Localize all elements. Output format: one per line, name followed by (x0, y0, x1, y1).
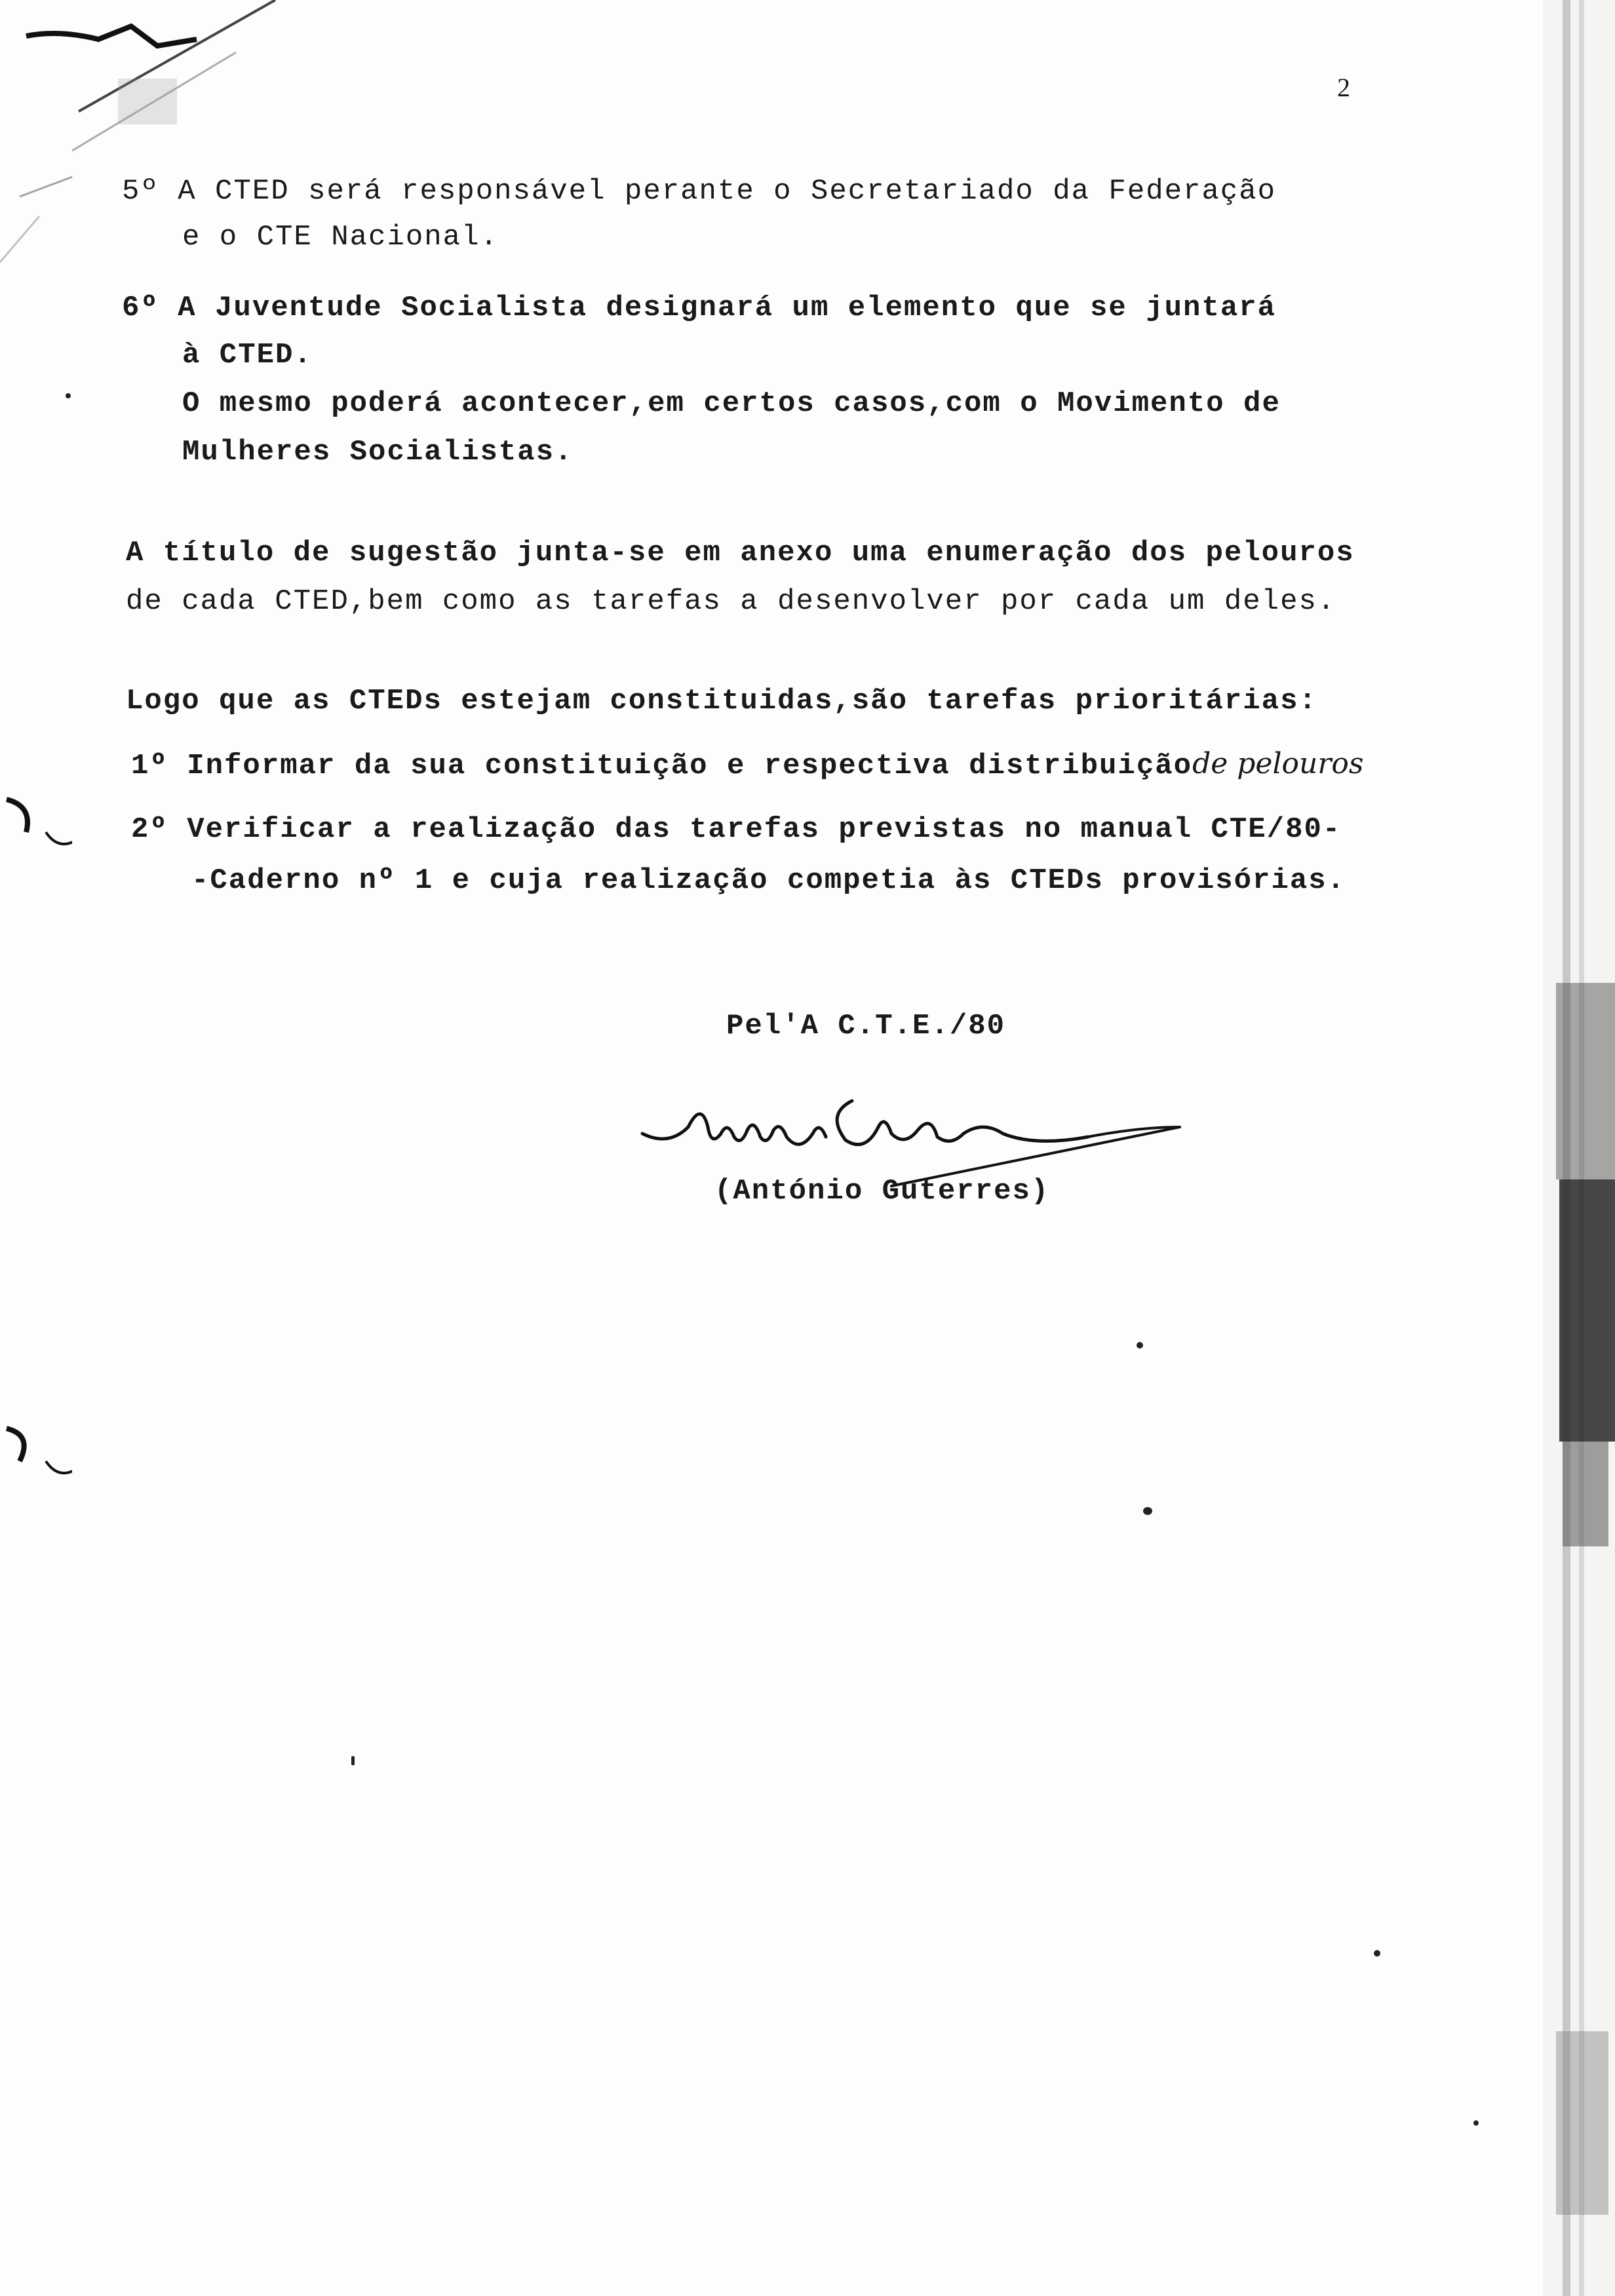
margin-mark-bottom (0, 1415, 72, 1487)
priority-task-1 (131, 747, 1363, 783)
item-6-line-4: Mulheres Socialistas. (182, 436, 574, 469)
priority-intro: Logo que as CTEDs estejam constituidas,são tarefas prioritárias: (126, 685, 1317, 718)
scan-speck (1473, 2120, 1479, 2126)
item-6-line-2: à CTED. (182, 339, 313, 372)
closing-line: Pel'A C.T.E./80 (726, 1010, 1006, 1043)
suggestion-line-2: de cada CTED,bem como as tarefas a desenvolver por cada um deles. (126, 585, 1336, 618)
scan-speck (1374, 1950, 1380, 1957)
priority-task-2-line-1 (131, 813, 1341, 847)
scan-right-edge (1543, 0, 1615, 2296)
task-text: Informar da sua constituição e respectiva distribuição (187, 750, 1193, 782)
scan-speck (1143, 1507, 1152, 1515)
item-5-line-2: e o CTE Nacional. (182, 221, 499, 254)
item-6-line-3: O mesmo poderá acontecer,em certos casos,com o Movimento de (182, 387, 1281, 420)
item-number: 5º (122, 175, 159, 208)
item-text: A Juventude Socialista designará um elemento que se juntará (178, 292, 1277, 324)
margin-mark-top (0, 786, 72, 858)
scan-speck (66, 393, 71, 398)
handwritten-addition: de pelouros (1192, 747, 1364, 780)
scan-speck (1137, 1342, 1143, 1349)
item-number: 6º (122, 292, 159, 324)
task-number: 2º (131, 813, 168, 846)
signatory-name: (António Guterres) (714, 1175, 1050, 1208)
task-number: 1º (131, 750, 168, 782)
item-5-line-1 (122, 174, 1276, 208)
item-6-line-1 (122, 291, 1276, 325)
priority-task-2-line-2: -Caderno nº 1 e cuja realização competia às CTEDs provisórias. (191, 864, 1346, 897)
page-number: 2 (1337, 73, 1350, 102)
item-text: A CTED será responsável perante o Secretariado da Federação (178, 175, 1277, 208)
task-text: Verificar a realização das tarefas previstas no manual CTE/80- (187, 813, 1342, 846)
suggestion-line-1: A título de sugestão junta-se em anexo uma enumeração dos pelouros (126, 537, 1355, 569)
scan-speck (351, 1756, 355, 1765)
